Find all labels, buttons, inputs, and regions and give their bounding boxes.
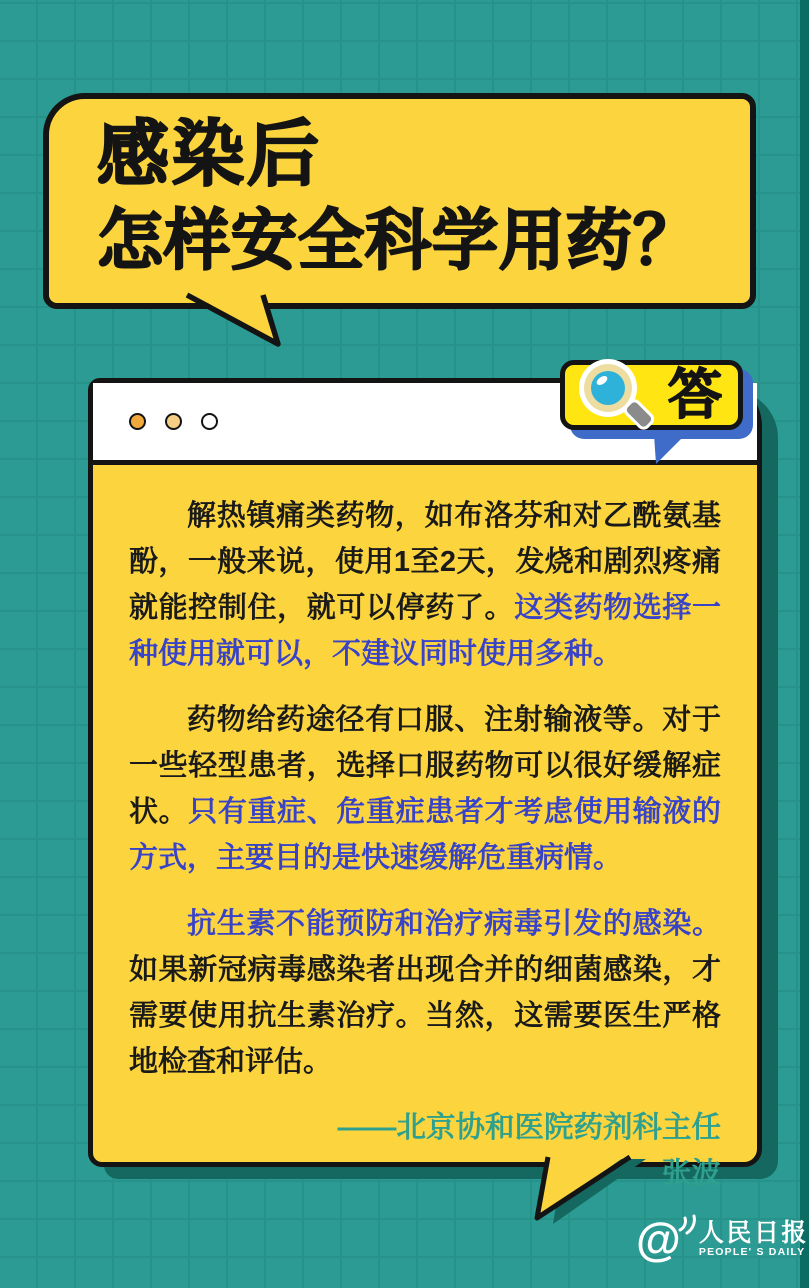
- card-speech-tail-icon: [510, 1153, 680, 1238]
- attribution-title: ——北京协和医院药剂科主任: [337, 1111, 721, 1144]
- window-dot-light-orange: [165, 413, 182, 430]
- answer-card: [88, 378, 762, 1190]
- paragraph: [129, 493, 721, 677]
- body-text: 如果新冠病毒感染者出现合并的细菌感染，才需要使用抗生素治疗。当然，这需要医生严格地检查和评估。: [129, 954, 721, 1078]
- speech-tail-icon: [170, 291, 300, 353]
- paragraph: [129, 901, 721, 1085]
- emphasis-text: 只有重症、危重症患者才考虑使用输液的方式，主要目的是快速缓解危重病情。: [129, 796, 721, 874]
- answer-body: [93, 465, 757, 1197]
- answer-badge: [560, 360, 743, 430]
- poster-title: [97, 111, 700, 281]
- window-dot-white: [201, 413, 218, 430]
- logo-chinese-name: 人民日报: [698, 1219, 809, 1247]
- logo-english-name: PEOPLE' S DAILY: [698, 1246, 806, 1258]
- title-line-2: 怎样安全科学用药？: [97, 203, 700, 277]
- magnifier-lens: [591, 371, 625, 405]
- title-line-1: 感染后: [97, 115, 323, 195]
- emphasis-text: 抗生素不能预防和治疗病毒引发的感染。: [187, 908, 721, 940]
- answer-badge-label: 答: [668, 365, 722, 425]
- at-mark-icon: @: [636, 1213, 681, 1265]
- attribution-name: 张波: [661, 1157, 721, 1190]
- body-text: 解热镇痛类药物，如布洛芬和对乙酰氨基酚，一般来说，使用1至2天，发烧和剧烈疼痛就能控制住，就可以停药了。: [129, 500, 721, 624]
- body-text: 药物给药途径有口服、注射输液等。对于一些轻型患者，选择口服药物可以很好缓解症状。: [129, 704, 721, 828]
- magnifier-icon: [579, 359, 649, 433]
- paragraph: [129, 697, 721, 881]
- answer-paragraphs: [129, 493, 721, 1085]
- window-dot-orange: [129, 413, 146, 430]
- title-speech-bubble: [43, 93, 756, 309]
- emphasis-text: 这类药物选择一种使用就可以，不建议同时使用多种。: [129, 592, 721, 670]
